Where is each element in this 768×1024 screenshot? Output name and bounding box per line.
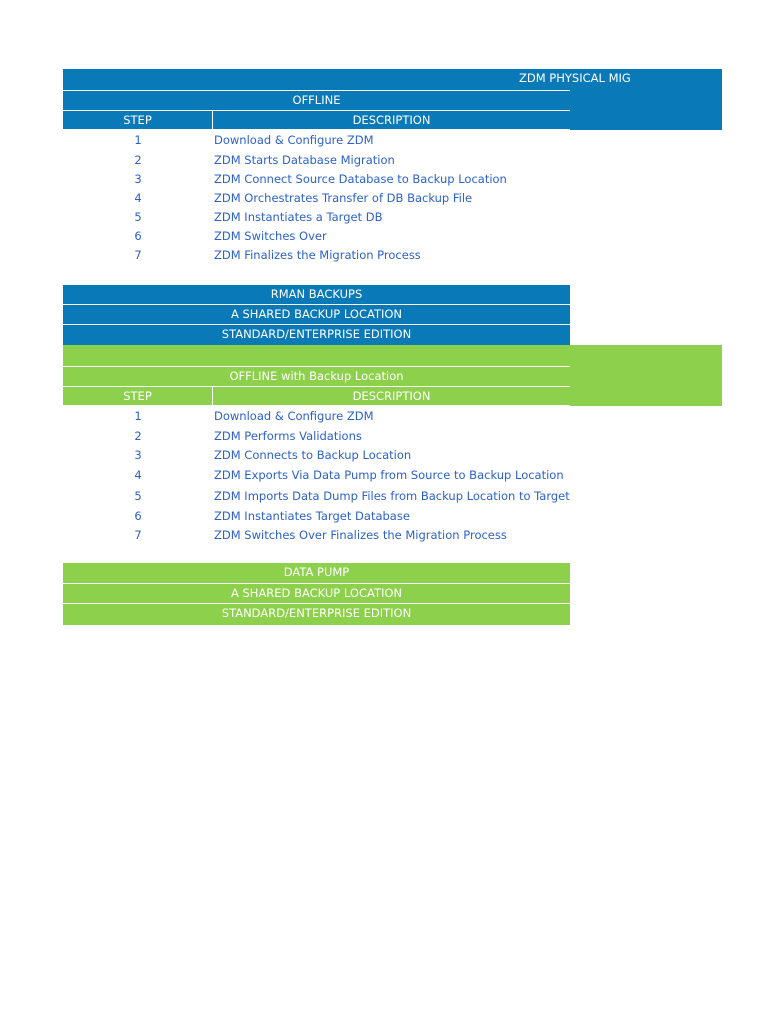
step-description: Download & Configure ZDM bbox=[214, 133, 374, 147]
step-description: ZDM Orchestrates Transfer of DB Backup File bbox=[214, 191, 473, 205]
step-description: ZDM Connects to Backup Location bbox=[214, 448, 412, 462]
blue-footer-method: RMAN BACKUPS bbox=[63, 285, 570, 305]
step-description: ZDM Switches Over bbox=[214, 229, 327, 243]
step-description: ZDM Exports Via Data Pump from Source to Backup Location bbox=[214, 468, 564, 482]
blue-title-bar bbox=[63, 69, 722, 90]
step-number: 3 bbox=[134, 172, 142, 186]
green-footer-location: A SHARED BACKUP LOCATION bbox=[63, 584, 570, 604]
step-number: 4 bbox=[134, 191, 142, 205]
step-description: ZDM Connect Source Database to Backup Location bbox=[214, 172, 507, 186]
step-description: ZDM Starts Database Migration bbox=[214, 153, 395, 167]
step-number: 6 bbox=[134, 509, 142, 523]
migration-title: ZDM PHYSICAL MIG bbox=[519, 71, 631, 85]
step-number: 1 bbox=[134, 133, 142, 147]
blue-footer-edition: STANDARD/ENTERPRISE EDITION bbox=[63, 325, 570, 345]
blue-mode-label: OFFLINE bbox=[63, 90, 570, 110]
blue-footer-location: A SHARED BACKUP LOCATION bbox=[63, 305, 570, 325]
green-footer-edition: STANDARD/ENTERPRISE EDITION bbox=[63, 604, 570, 625]
step-description: ZDM Instantiates a Target DB bbox=[214, 210, 383, 224]
step-number: 2 bbox=[134, 153, 142, 167]
green-footer-method: DATA PUMP bbox=[63, 563, 570, 584]
green-col-step: STEP bbox=[63, 387, 213, 405]
step-description: ZDM Finalizes the Migration Process bbox=[214, 248, 421, 262]
step-description: ZDM Instantiates Target Database bbox=[214, 509, 410, 523]
step-number: 6 bbox=[134, 229, 142, 243]
step-number: 3 bbox=[134, 448, 142, 462]
step-number: 5 bbox=[134, 210, 142, 224]
step-description: ZDM Performs Validations bbox=[214, 429, 362, 443]
green-table-header bbox=[63, 386, 570, 406]
step-description: Download & Configure ZDM bbox=[214, 409, 374, 423]
step-number: 2 bbox=[134, 429, 142, 443]
blue-col-description: DESCRIPTION bbox=[352, 113, 431, 127]
step-description: ZDM Imports Data Dump Files from Backup Location to Target bbox=[214, 489, 570, 503]
step-number: 7 bbox=[134, 528, 142, 542]
blue-col-step: STEP bbox=[63, 111, 213, 129]
step-number: 7 bbox=[134, 248, 142, 262]
green-col-description: DESCRIPTION bbox=[352, 389, 431, 403]
green-mode-label: OFFLINE with Backup Location bbox=[63, 366, 570, 386]
blue-table-header bbox=[63, 110, 570, 130]
step-number: 5 bbox=[134, 489, 142, 503]
step-description: ZDM Switches Over Finalizes the Migration Process bbox=[214, 528, 507, 542]
step-number: 4 bbox=[134, 468, 142, 482]
step-number: 1 bbox=[134, 409, 142, 423]
